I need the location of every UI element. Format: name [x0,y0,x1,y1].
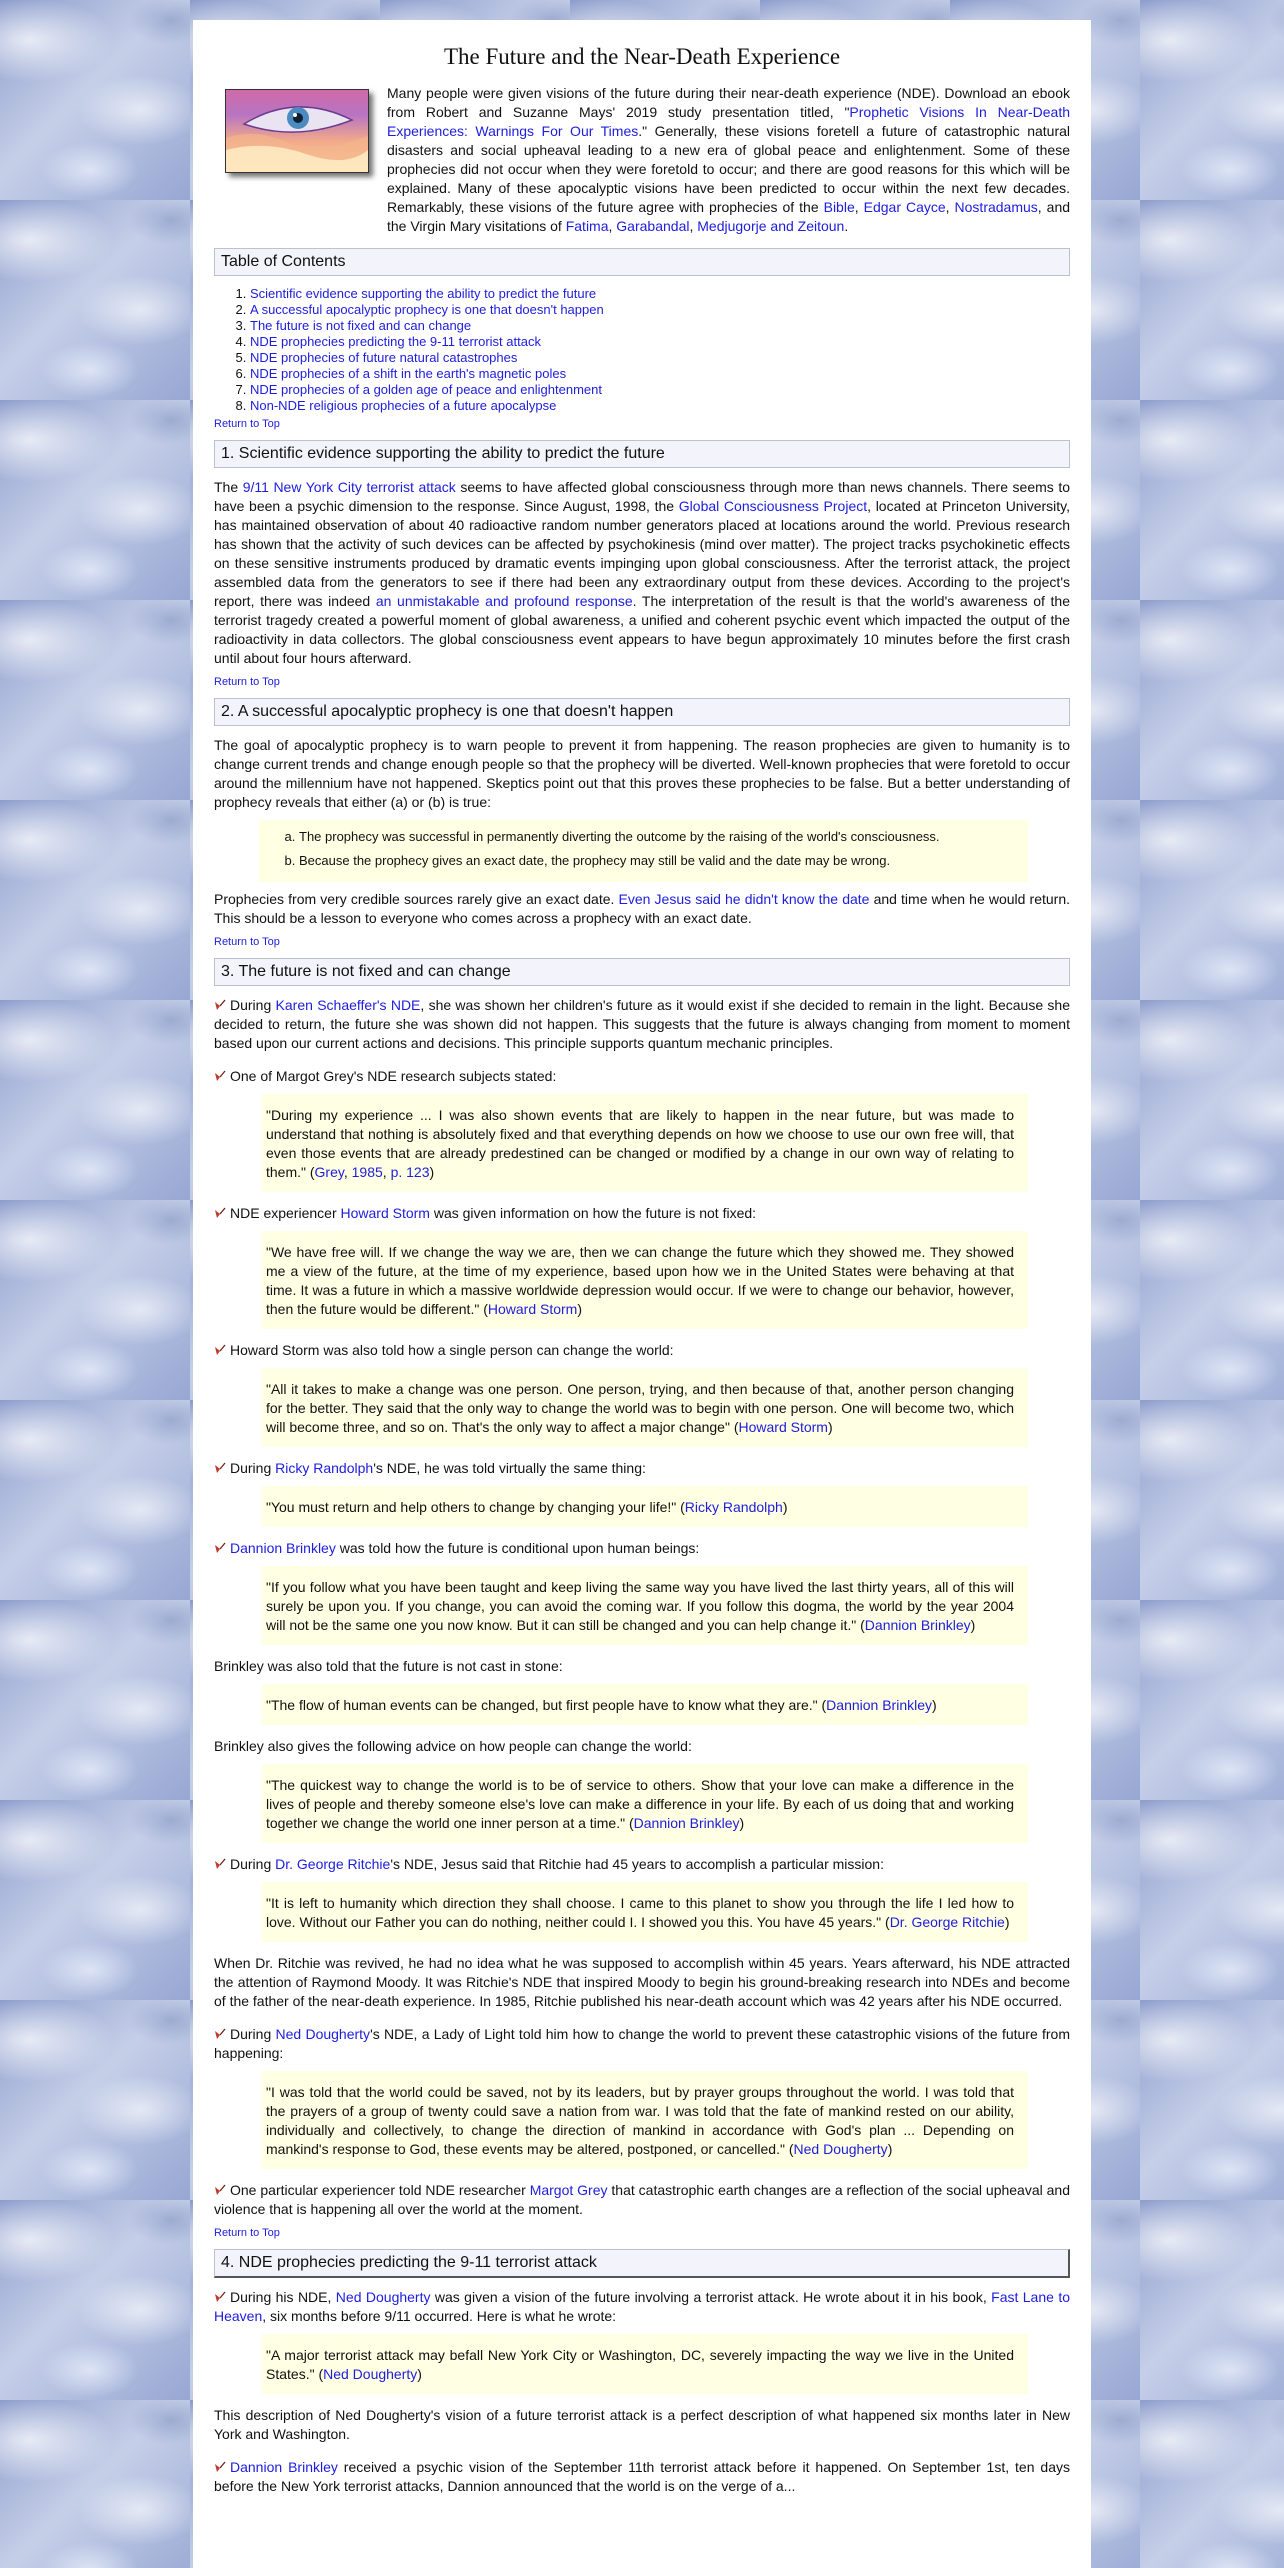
section-2-paragraph: The goal of apocalyptic prophecy is to warn people to prevent it from happening. The reason prophecies are given to humanity is to change current trends and change enough people so that the prophecy will be diverted. Well-known prophecies that were foretold to occur around the millennium have not happened. Skeptics point out that this proves these prophecies to be false. But a better understanding of prophecy reveals that either (a) or (b) is true: [214,737,1070,810]
section-1-heading: 1. Scientific evidence supporting the ability to predict the future [214,440,1070,468]
pointer-bullet-icon [214,1344,226,1356]
toc-link-6[interactable]: NDE prophecies of a shift in the earth's magnetic poles [250,366,567,381]
paragraph: Brinkley was also told that the future is not cast in stone: [214,1658,563,1674]
bullet-paragraph: Howard Storm was also told how a single person can change the world: [214,1341,1070,1360]
ricky-randolph-link[interactable]: Ricky Randolph [684,1499,783,1515]
bullet-paragraph: During Karen Schaeffer's NDE, she was shown her children's future as it would exist if she decided to remain in the light. Because she decided to return, the future she was shown did not happen. This suggests that the future is always changing from moment to moment based upon our current actions and decisions. This principle supports quantum mechanic principles. [214,997,1070,1051]
toc-item [250,350,1070,366]
bullet-paragraph: During Ricky Randolph's NDE, he was told virtually the same thing: [214,1459,1070,1478]
table-of-contents [214,286,1070,414]
quote-block: "You must return and help others to change by changing your life!" (Ricky Randolph) [262,1486,1028,1527]
quote-block: "A major terrorist attack may befall New York City or Washington, DC, severely impacting the way we live in the United States." (Ned Dougherty) [262,2334,1028,2394]
quote-block: "It is left to humanity which direction they shall choose. I came to this planet to show you through the life I led how to love. Without our Father you can do nothing, neither could I. I showed you this. You have 45 years." (Dr. George Ritchie) [262,1882,1028,1942]
garabandal-link[interactable]: Garabandal [616,218,690,234]
quote-block: "I was told that the world could be saved, not by its leaders, but by prayer groups throughout the world. I was told that the prayers of a group of twenty could save a nation from war. I was told that the fate of mankind rested on our ability, individually and collectively, to change the direction of mankind in accordance with God's plan ... Depending on mankind's response to God, these events may be altered, postponed, or cancelled." (Ned Dougherty) [262,2071,1028,2169]
paragraph: When Dr. Ritchie was revived, he had no idea what he was supposed to accomplish within 45 years. Years afterward, his NDE attracted the attention of Raymond Moody. It was Ritchie's NDE that inspired Moody to begin his ground-breaking research into NDEs and become of the father of the near-death experience. In 1985, Ritchie published his near-death account which was 42 years after his NDE occurred. [214,1955,1070,2009]
quote-block: "We have free will. If we change the way we are, then we can change the future which they showed me. They showed me a view of the future, at the time of my experience, based upon how we in the United States were behaving at that time. It was a future in which a massive worldwide depression would occur. If we were to change our behavior, however, then the future would be different." (Howard Storm) [262,1231,1028,1329]
george-ritchie-link[interactable]: Dr. George Ritchie [275,1856,391,1872]
paragraph: This description of Ned Dougherty's vision of a future terrorist attack is a perfect description of what happened six months later in New York and Washington. [214,2407,1070,2442]
prophecy-outcome-list [259,820,1028,882]
pointer-bullet-icon [214,2291,226,2303]
prophetic-visions-ebook-link[interactable]: Prophetic Visions In Near-Death Experiences: Warnings For Our Times [387,104,1071,139]
toc-item [250,302,1070,318]
jesus-date-link[interactable]: Even Jesus said he didn't know the date [618,891,870,907]
pointer-bullet-icon [214,2461,226,2473]
toc-item [250,286,1070,302]
toc-link-3[interactable]: The future is not fixed and can change [250,318,472,333]
pointer-bullet-icon [214,2028,226,2040]
toc-item [250,334,1070,350]
quote-block: "During my experience ... I was also shown events that are likely to happen in the near future, but was made to understand that nothing is absolutely fixed and that everything depends on how we choose to use our own free will, that even those events that are already predestined can be changed or modified by a change in our own way of relating to them." (Grey, 1985, p. 123) [262,1094,1028,1192]
section-1-paragraph: The 9/11 New York City terrorist attack seems to have affected global consciousness through more than news channels. There seems to have been a psychic dimension to the response. Since August, 1998, the Global Consciousness Project, located at Princeton University, has maintained observation of about 40 radioactive random number generators placed at locations around the world. Previous research has shown that the activity of such devices can be affected by psychokinesis (mind over matter). The project tracks psychokinetic effects on these sensitive instruments produced by dramatic events impinging upon global consciousness. After the terrorist attack, the project assembled data from the generators to see if there had been any extraordinary output from these devices. According to the project's report, there was indeed an unmistakable and profound response. The interpretation of the result is that the world's awareness of the terrorist tragedy created a powerful moment of global awareness, a unified and coherent psychic event which impacted the output of the radioactivity in data collectors. The global consciousness event appears to have begun approximately 10 minutes before the first crash until about four hours afterward. [214,479,1071,666]
medjugorje-zeitoun-link[interactable]: Medjugorje and Zeitoun [697,218,845,234]
pointer-bullet-icon [214,2184,226,2196]
profound-response-link[interactable]: an unmistakable and profound response [375,593,633,609]
toc-link-5[interactable]: NDE prophecies of future natural catastrophes [250,350,518,365]
quote-block: "The quickest way to change the world is to be of service to others. Show that your love can make a difference in the lives of people and thereby someone else's love can make a difference in your life. By each of us doing that and working together we change the world one inner person at a time." (Dannion Brinkley) [262,1764,1028,1843]
pointer-bullet-icon [214,1070,226,1082]
quote-block: "The flow of human events can be changed, but first people have to know what they are." (Dannion Brinkley) [262,1684,1028,1725]
bullet-paragraph: NDE experiencer Howard Storm was given information on how the future is not fixed: [214,1204,1070,1223]
section-2-paragraph: Prophecies from very credible sources rarely give an exact date. Even Jesus said he didn't know the date and time when he would return. This should be a lesson to everyone who comes across a prophecy with an exact date. [214,891,1071,926]
dannion-brinkley-link[interactable]: Dannion Brinkley [230,2459,338,2475]
pointer-bullet-icon [214,999,226,1011]
ricky-randolph-link[interactable]: Ricky Randolph [275,1460,374,1476]
bullet-paragraph: During Ned Dougherty's NDE, a Lady of Light told him how to change the world to prevent these catastrophic visions of the future from happening: [214,2026,1071,2061]
howard-storm-link[interactable]: Howard Storm [340,1205,430,1221]
paragraph: Brinkley also gives the following advice on how people can change the world: [214,1738,692,1754]
quote-block: "If you follow what you have been taught and keep living the same way you have lived the last thirty years, all of this will surely be upon you. If you change, you can avoid the coming war. If you follow this dogma, the world by the year 2004 will not be the same one you now know. But it can still be changed and you can help change it." (Dannion Brinkley) [262,1566,1028,1645]
bullet-paragraph: During Dr. George Ritchie's NDE, Jesus said that Ritchie had 45 years to accomplish a particular mission: [214,1855,1070,1874]
pointer-bullet-icon [214,1542,226,1554]
section-3-heading: 3. The future is not fixed and can change [214,958,1070,986]
bullet-paragraph: During his NDE, Ned Dougherty was given a vision of the future involving a terrorist attack. He wrote about it in his book, Fast Lane to Heaven, six months before 9/11 occurred. Here is what he wrote: [214,2289,1070,2324]
howard-storm-link[interactable]: Howard Storm [487,1301,578,1317]
edgar-cayce-link[interactable]: Edgar Cayce [863,199,946,215]
dannion-brinkley-link[interactable]: Dannion Brinkley [826,1697,933,1713]
nyc-terrorist-attack-link[interactable]: 9/11 New York City terrorist attack [242,479,456,495]
toc-link-8[interactable]: Non-NDE religious prophecies of a future apocalypse [250,398,557,413]
howard-storm-link[interactable]: Howard Storm [738,1419,828,1435]
global-consciousness-project-link[interactable]: Global Consciousness Project [678,498,868,514]
bullet-paragraph: Dannion Brinkley was told how the future is conditional upon human beings: [214,1539,1070,1558]
toc-link-1[interactable]: Scientific evidence supporting the ability to predict the future [250,286,597,301]
page-panel [193,20,1091,2568]
list-item: b. Because the prophecy gives an exact date, the prophecy may still be valid and the date may be wrong. [299,852,1018,870]
toc-link-2[interactable]: A successful apocalyptic prophecy is one that doesn't happen [250,302,604,317]
return-to-top-link[interactable]: Return to Top [214,2227,280,2239]
dannion-brinkley-link[interactable]: Dannion Brinkley [230,1540,336,1556]
toc-link-4[interactable]: NDE prophecies predicting the 9-11 terrorist attack [250,334,541,349]
eye-in-sky-image [225,89,369,173]
ned-dougherty-link[interactable]: Ned Dougherty [323,2366,418,2382]
section-2-heading: 2. A successful apocalyptic prophecy is one that doesn't happen [214,698,1070,726]
pointer-bullet-icon [214,1858,226,1870]
grey-1985-link[interactable]: 1985 [351,1164,383,1180]
dannion-brinkley-link[interactable]: Dannion Brinkley [864,1617,971,1633]
list-item: a. The prophecy was successful in permanently diverting the outcome by the raising of the world's consciousness. [299,828,1018,846]
bullet-paragraph: One particular experiencer told NDE researcher Margot Grey that catastrophic earth changes are a reflection of the social upheaval and violence that is happening all over the world at the moment. [214,2182,1071,2217]
bullet-paragraph: Dannion Brinkley received a psychic vision of the September 11th terrorist attack before it happened. On September 1st, ten days before the New York terrorist attacks, Dannion announced that the world is on the verge of a... [214,2459,1070,2494]
toc-heading: Table of Contents [214,248,1070,276]
toc-item [250,366,1070,382]
bible-link[interactable]: Bible [823,199,855,215]
ned-dougherty-link[interactable]: Ned Dougherty [793,2141,888,2157]
fast-lane-to-heaven-link[interactable]: Fast Lane to Heaven [214,2289,1070,2324]
intro-paragraph: Many people were given visions of the future during their near-death experience (NDE). Download an ebook from Robert and Suzanne Mays' 2019 study presentation titled, "Prophetic Visions In Near-Death Experiences: Warnings For Our Times." Generally, these visions foretell a future of catastrophic natural disasters and social upheaval leading to a new era of global peace and enlightenment. Some of these prophecies did not occur when they were foretold to occur; and there are good reasons for this which will be explained. Many of these apocalyptic visions have been predicted to occur within the next few decades. Remarkably, these visions of the future agree with prophecies of the Bible, Edgar Cayce, Nostradamus, and the Virgin Mary visitations of Fatima, Garabandal, Medjugorje and Zeitoun. [387,85,1071,234]
pointer-bullet-icon [214,1207,226,1219]
dannion-brinkley-link[interactable]: Dannion Brinkley [633,1815,740,1831]
intro-section [214,84,1070,244]
section-4-heading: 4. NDE prophecies predicting the 9-11 terrorist attack [214,2249,1070,2278]
toc-item [250,382,1070,398]
ned-dougherty-link[interactable]: Ned Dougherty [335,2289,431,2305]
page-title: The Future and the Near-Death Experience [443,44,841,69]
return-to-top-link[interactable]: Return to Top [214,936,280,948]
bullet-paragraph: One of Margot Grey's NDE research subjects stated: [214,1067,1070,1086]
fatima-link[interactable]: Fatima [565,218,609,234]
pointer-bullet-icon [214,1462,226,1474]
toc-item [250,398,1070,414]
toc-link-7[interactable]: NDE prophecies of a golden age of peace and enlightenment [250,382,602,397]
nostradamus-link[interactable]: Nostradamus [954,199,1038,215]
quote-block: "All it takes to make a change was one person. One person, trying, and then because of that, another person changing for the better. They said that the only way to change the world was to begin with one person. One will become two, which will become three, and so on. That's the only way to affect a major change" (Howard Storm) [262,1368,1028,1447]
margot-grey-link[interactable]: Margot Grey [529,2182,608,2198]
ned-dougherty-link[interactable]: Ned Dougherty [275,2026,371,2042]
toc-item [250,318,1070,334]
karen-schaeffer-link[interactable]: Karen Schaeffer's NDE [275,997,421,1013]
grey-page-link[interactable]: p. 123 [390,1164,430,1180]
return-to-top-link[interactable]: Return to Top [214,418,280,430]
george-ritchie-link[interactable]: Dr. George Ritchie [889,1914,1005,1930]
return-to-top-link[interactable]: Return to Top [214,676,280,688]
grey-link[interactable]: Grey [314,1164,344,1180]
